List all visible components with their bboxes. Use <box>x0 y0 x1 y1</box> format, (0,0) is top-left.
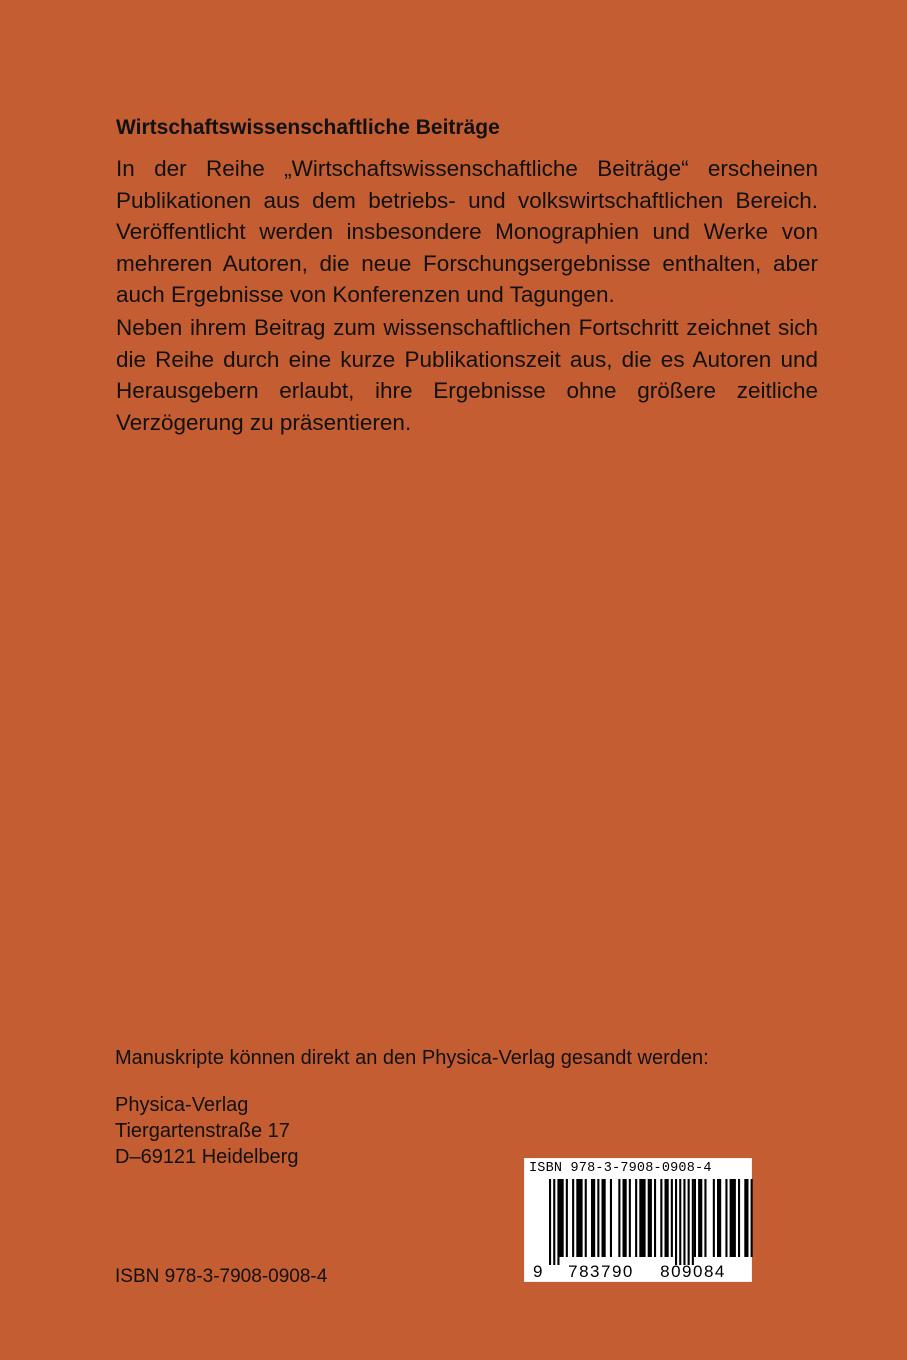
barcode-bar <box>717 1179 721 1257</box>
barcode-bar <box>618 1179 620 1257</box>
barcode-bar <box>698 1179 702 1257</box>
barcode-bar <box>671 1179 673 1257</box>
barcode-bar <box>585 1179 587 1257</box>
description-paragraph-1: In der Reihe „Wirtschaftswissenschaftliche Beiträge“ erscheinen Publikationen aus dem betriebs- und volkswirtschaftlichen Bereich. Veröffentlicht werden insbesondere Monographien und Werke von mehreren Autoren, die neue Forschungsergebnisse enthalten, aber auch Ergebnisse von Konferenzen und Tagungen. <box>116 156 818 307</box>
barcode-bar <box>675 1179 677 1265</box>
barcode-bar <box>744 1179 748 1257</box>
barcode-bar <box>683 1179 685 1265</box>
description-paragraph-2: Neben ihrem Beitrag zum wissenschaftlichen Fortschritt zeichnet sich die Reihe durch eine kurze Publikationszeit aus, die es Autoren und Herausgebern erlaubt, ihre Ergebnisse ohne größere zeitliche Verzögerung zu präsentieren. <box>116 315 818 435</box>
barcode-bar <box>660 1179 662 1257</box>
barcode-bar <box>688 1179 690 1265</box>
barcode-bar <box>610 1179 612 1257</box>
isbn-barcode <box>524 1158 752 1282</box>
barcode-bar <box>654 1179 656 1257</box>
barcode-bar <box>692 1179 694 1265</box>
barcode-bars <box>525 1159 753 1283</box>
barcode-digits-right: 809084 <box>660 1262 726 1281</box>
barcode-bar <box>549 1179 551 1265</box>
barcode-isbn-label: ISBN 978-3-7908-0908-4 <box>529 1161 712 1176</box>
barcode-digits-left: 783790 <box>568 1262 634 1281</box>
barcode-bar <box>730 1179 736 1257</box>
barcode-bar <box>629 1179 631 1257</box>
publisher-name: Physica-Verlag <box>115 1094 249 1116</box>
barcode-bar <box>704 1179 706 1257</box>
barcode-bar <box>597 1179 599 1257</box>
isbn-footer: ISBN 978-3-7908-0908-4 <box>115 1266 328 1287</box>
barcode-bar <box>576 1179 582 1257</box>
series-title: Wirtschaftswissenschaftliche Beiträge <box>116 116 500 139</box>
barcode-bar <box>557 1179 559 1265</box>
barcode-bar <box>566 1179 568 1257</box>
barcode-bar <box>679 1179 681 1265</box>
barcode-digit-lead: 9 <box>533 1262 543 1281</box>
barcode-bar <box>623 1179 627 1257</box>
barcode-bar <box>560 1179 564 1257</box>
barcode-bar <box>725 1179 727 1257</box>
manuscript-note: Manuskripte können direkt an den Physica-Verlag gesandt werden: <box>115 1047 709 1069</box>
barcode-bar <box>572 1179 574 1257</box>
barcode-bar <box>639 1179 645 1257</box>
barcode-bar <box>553 1179 555 1265</box>
barcode-bar <box>713 1179 715 1257</box>
barcode-bar <box>591 1179 595 1257</box>
publisher-street: Tiergartenstraße 17 <box>115 1120 290 1142</box>
barcode-bar <box>648 1179 652 1257</box>
barcode-bar <box>738 1179 740 1257</box>
barcode-bar <box>665 1179 669 1257</box>
barcode-bar <box>751 1179 753 1257</box>
barcode-bar <box>602 1179 606 1257</box>
barcode-bar <box>635 1179 637 1257</box>
barcode-bar <box>694 1179 696 1257</box>
publisher-city: D–69121 Heidelberg <box>115 1146 299 1168</box>
publisher-address <box>115 1092 298 1170</box>
